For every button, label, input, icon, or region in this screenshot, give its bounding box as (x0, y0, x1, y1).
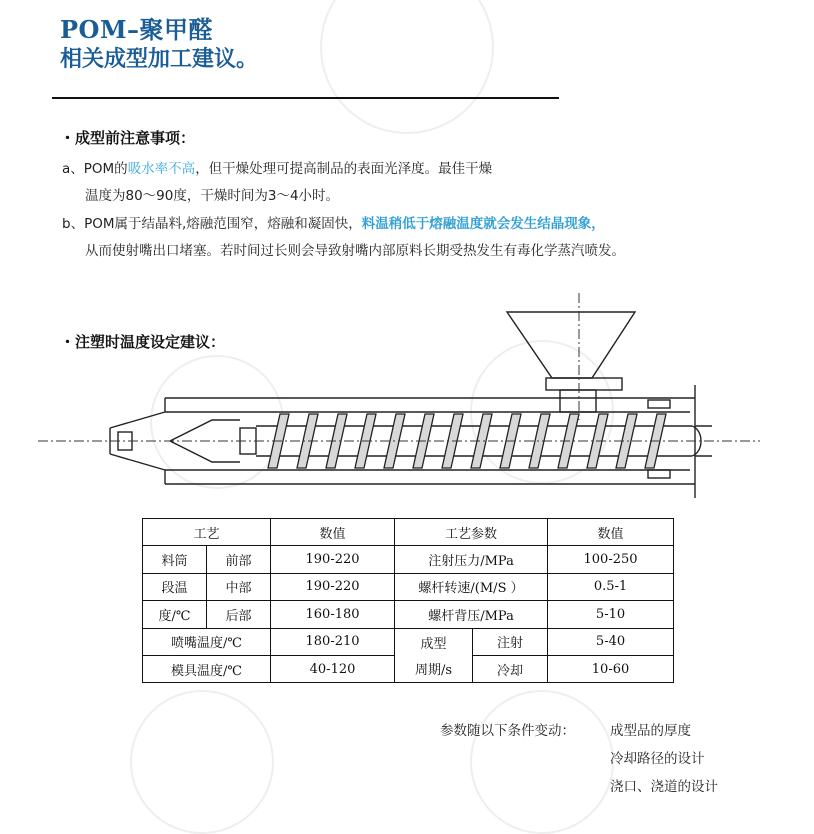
note-b-line1: b、POM属于结晶料,熔融范围窄，熔融和凝固快，料温稍低于熔融温度就会发生结晶现象， (62, 216, 605, 232)
note-a-line2: 温度为80～90度，干燥时间为3～4小时。 (85, 188, 340, 204)
highlight-crystallization: 料温稍低于熔融温度就会发生结晶现象， (361, 216, 605, 232)
zone-front: 前部 (207, 546, 271, 573)
zone-front-value: 190-220 (271, 546, 395, 573)
note-item: 成型品的厚度 (610, 723, 691, 739)
header-value-2: 数值 (548, 519, 674, 546)
table-row (143, 519, 674, 546)
cycle-label-2: 周期/s (395, 655, 473, 682)
note-a-line1: a、POM的吸水率不高，但干燥处理可提高制品的表面光泽度。最佳干燥 (62, 161, 493, 177)
back-pressure-label: 螺杆背压/MPa (395, 601, 548, 628)
table-row (143, 601, 674, 628)
nozzle-temp-label: 喷嘴温度/℃ (143, 628, 271, 655)
zone-rear-value: 160-180 (271, 601, 395, 628)
note-item: 浇口、浇道的设计 (610, 779, 718, 795)
table-row (143, 573, 674, 600)
barrel-label-2: 段温 (143, 573, 207, 600)
barrel-label-1: 料筒 (143, 546, 207, 573)
zone-middle-value: 190-220 (271, 573, 395, 600)
notes-label: 参数随以下条件变动： (440, 723, 575, 739)
note-b-line2: 从而使射嘴出口堵塞。若时间过长则会导致射嘴内部原料长期受热发生有毒化学蒸汽喷发。 (85, 243, 625, 259)
note-item: 冷却路径的设计 (610, 751, 705, 767)
back-pressure-value: 5-10 (548, 601, 674, 628)
section-heading-pre-molding: ・成型前注意事项： (60, 129, 196, 147)
highlight-absorption: 吸水率不高 (127, 161, 196, 177)
zone-rear: 后部 (207, 601, 271, 628)
cycle-cool-value: 10-60 (548, 655, 674, 682)
cycle-cool-label: 冷却 (473, 655, 548, 682)
page-title: POM–聚甲醛 (60, 15, 214, 44)
barrel-label-3: 度/℃ (143, 601, 207, 628)
section-heading-temperature: ・注塑时温度设定建议： (60, 333, 226, 351)
mold-temp-label: 模具温度/℃ (143, 655, 271, 682)
injection-pressure-label: 注射压力/MPa (395, 546, 548, 573)
nozzle-temp-value: 180-210 (271, 628, 395, 655)
screw-speed-label: 螺杆转速/(M/S ） (395, 573, 548, 600)
screw-speed-value: 0.5-1 (548, 573, 674, 600)
header-value: 数值 (271, 519, 395, 546)
header-parameter: 工艺参数 (395, 519, 548, 546)
process-parameter-table (142, 518, 674, 683)
table-row (143, 628, 674, 655)
cycle-inject-value: 5-40 (548, 628, 674, 655)
table-row (143, 655, 674, 682)
mold-temp-value: 40-120 (271, 655, 395, 682)
injection-pressure-value: 100-250 (548, 546, 674, 573)
page-subtitle: 相关成型加工建议。 (60, 46, 259, 72)
table-row (143, 546, 674, 573)
cycle-inject-label: 注射 (473, 628, 548, 655)
zone-middle: 中部 (207, 573, 271, 600)
header-process: 工艺 (143, 519, 271, 546)
cycle-label-1: 成型 (395, 628, 473, 655)
